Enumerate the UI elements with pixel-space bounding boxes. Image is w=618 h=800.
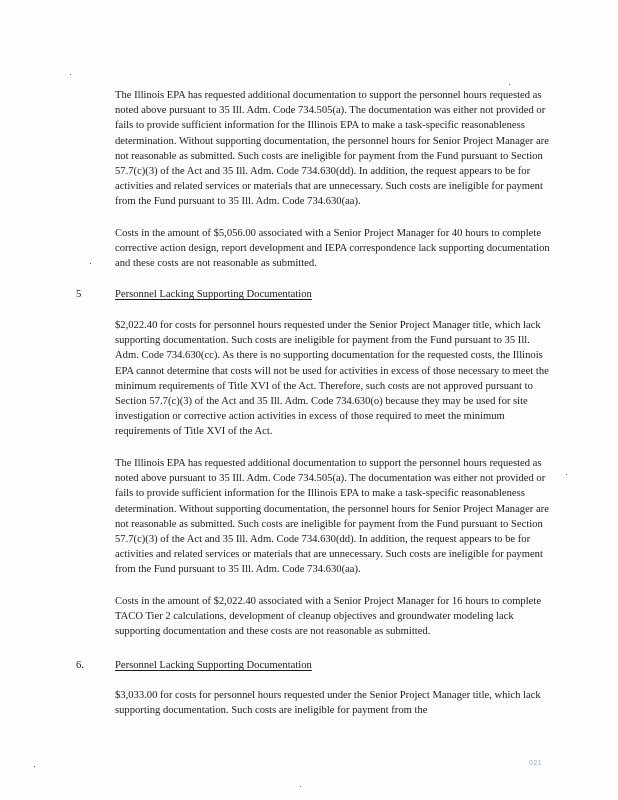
scan-speck bbox=[566, 474, 567, 475]
item-number-5: 5 bbox=[76, 289, 82, 300]
paragraph-cost-2022-personnel: $2,022.40 for costs for personnel hours requested under the Senior Project Manager title, which lack supporting documentation. Such costs are ineligible for payment from the Fund pursuant to 35 Ill. Adm. Code 734.630(cc). As there is no supporting documentation for the requested costs, the Illinois EPA cannot determine that costs will not be used for activities in excess of those necessary to meet the minimum requirements of Title XVI of the Act. Therefore, such costs are not approved pursuant to Section 57.7(c)(3) of the Act and 35 Ill. Adm. Code 734.630(o) because they may be used for site investigation or corrective action activities in excess of those required to meet the minimum requirements of Title XVI of the Act. bbox=[115, 320, 549, 438]
paragraph-cost-3033: $3,033.00 for costs for personnel hours requested under the Senior Project Manager title, which lack supporting documentation. Such costs are ineligible for payment from the bbox=[115, 690, 541, 717]
paragraph-cost-2022-taco: Costs in the amount of $2,022.40 associated with a Senior Project Manager for 16 hours to complete TACO Tier 2 calculations, development of cleanup objectives and groundwater modeling lack supporting documentation and these costs are not reasonable as submitted. bbox=[115, 596, 542, 638]
item-heading-6: Personnel Lacking Supporting Documentation bbox=[115, 660, 312, 671]
scan-speck bbox=[300, 786, 301, 787]
scan-speck bbox=[70, 74, 71, 75]
paragraph-documentation-request-1: The Illinois EPA has requested additional documentation to support the personnel hours requested as noted above pursuant to 35 Ill. Adm. Code 734.505(a). The documentation was either not provided or fails to provide sufficient information for the Illinois EPA to make a task-specific reasonableness determination. Without supporting documentation, the personnel hours for Senior Project Manager are not reasonable as submitted. Such costs are ineligible for payment from the Fund pursuant to Section 57.7(c)(3) of the Act and 35 Ill. Adm. Code 734.630(dd). In addition, the request appears to be for activities and related services or materials that are unnecessary. Such costs are ineligible for payment from the Fund pursuant to 35 Ill. Adm. Code 734.630(aa). bbox=[115, 90, 549, 208]
scan-speck bbox=[34, 766, 35, 767]
scan-speck bbox=[90, 263, 91, 264]
page-number-mark: 021 bbox=[529, 760, 543, 767]
paragraph-cost-5056: Costs in the amount of $5,056.00 associated with a Senior Project Manager for 40 hours to complete corrective action design, report development and IEPA correspondence lack supporting documentation and these costs are not reasonable as submitted. bbox=[115, 228, 550, 270]
scan-speck bbox=[509, 84, 510, 85]
item-heading-5: Personnel Lacking Supporting Documentation bbox=[115, 289, 312, 300]
paragraph-documentation-request-2: The Illinois EPA has requested additional documentation to support the personnel hours requested as noted above pursuant to 35 Ill. Adm. Code 734.505(a). The documentation was either not provided or fails to provide sufficient information for the Illinois EPA to make a task-specific reasonableness determination. Without supporting documentation, the personnel hours for Senior Project Manager are not reasonable as submitted. Such costs are ineligible for payment from the Fund pursuant to Section 57.7(c)(3) of the Act and 35 Ill. Adm. Code 734.630(dd). In addition, the request appears to be for activities and related services or materials that are unnecessary. Such costs are ineligible for payment from the Fund pursuant to 35 Ill. Adm. Code 734.630(aa). bbox=[115, 458, 549, 576]
item-number-6: 6. bbox=[76, 660, 84, 671]
